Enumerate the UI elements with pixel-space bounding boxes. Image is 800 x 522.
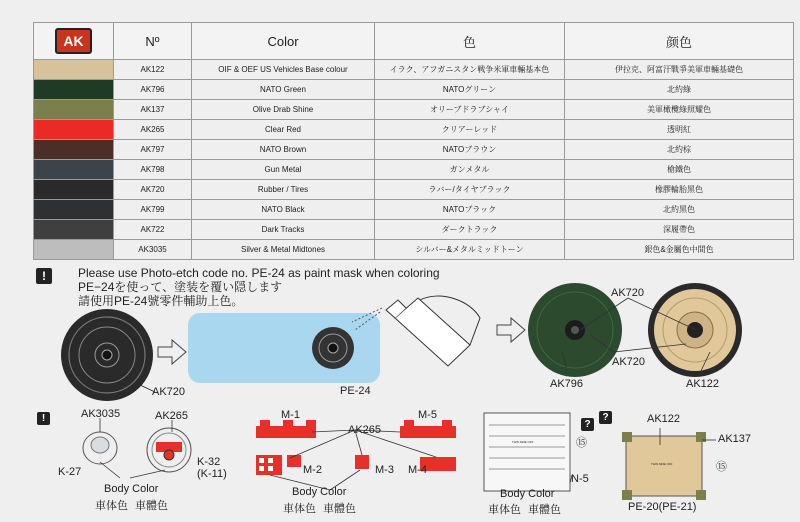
ak-logo: AK — [55, 28, 91, 54]
paint-jp-cell: クリアーレッド — [375, 120, 565, 140]
paint-code-cell: AK722 — [114, 220, 192, 240]
paint-name-cell: Clear Red — [192, 120, 375, 140]
label-m4: M-4 — [408, 464, 427, 476]
paint-jp-cell: ラバー/タイヤブラック — [375, 180, 565, 200]
paint-name-cell: NATO Brown — [192, 140, 375, 160]
label-k11: (K-11) — [197, 468, 227, 480]
header-color: Color — [192, 23, 375, 60]
paint-code-cell: AK3035 — [114, 240, 192, 260]
circle-15-c: ⑮ — [576, 437, 587, 449]
masked-wheel — [312, 327, 354, 369]
question-icon-c: ? — [581, 418, 594, 431]
tire-wheel — [61, 309, 153, 401]
pe-20-plate — [622, 432, 706, 500]
tan-wheel — [648, 283, 742, 377]
label-ak720-wheel: AK720 — [152, 386, 186, 398]
paint-cn-cell: 銀色&金屬色中間色 — [565, 240, 794, 260]
label-ak720-mid: AK720 — [612, 356, 646, 368]
paint-cn-cell: 透明紅 — [565, 120, 794, 140]
body-color-cn-a: 車體色 — [135, 500, 168, 512]
label-ak3035: AK3035 — [81, 408, 121, 420]
paint-cn-cell: 深履帶色 — [565, 220, 794, 240]
label-ak122-d: AK122 — [647, 413, 681, 425]
paint-name-cell: OIF & OEF US Vehicles Base colour — [192, 60, 375, 80]
body-color-en-b: Body Color — [292, 486, 347, 498]
paint-code-cell: AK797 — [114, 140, 192, 160]
paint-jp-cell: NATOブラウン — [375, 140, 565, 160]
circle-15-d: ⑮ — [716, 461, 727, 473]
body-color-cn-b: 車體色 — [323, 503, 356, 515]
paint-name-cell: Rubber / Tires — [192, 180, 375, 200]
paint-jp-cell: NATOグリーン — [375, 80, 565, 100]
label-pe24: PE-24 — [340, 385, 371, 397]
label-m2: M-2 — [303, 464, 322, 476]
label-k32: K-32 — [197, 456, 221, 468]
wheel-hub-parts — [83, 428, 191, 472]
label-ak265-a: AK265 — [155, 410, 189, 422]
paint-jp-cell: ダークトラック — [375, 220, 565, 240]
note-cn: 請使用PE-24號零件輔助上色。 — [78, 294, 244, 308]
paint-code-cell: AK798 — [114, 160, 192, 180]
paint-code-cell: AK720 — [114, 180, 192, 200]
paint-cn-cell: 槍鐵色 — [565, 160, 794, 180]
green-wheel — [528, 283, 622, 377]
label-ak265-b: AK265 — [348, 424, 382, 436]
label-k27: K-27 — [58, 466, 82, 478]
paint-jp-cell: NATOブラック — [375, 200, 565, 220]
question-icon-d: ? — [599, 411, 612, 424]
header-cn: 颜色 — [565, 23, 794, 60]
vent-panel — [484, 413, 570, 491]
body-color-en-c: Body Color — [500, 488, 555, 500]
paint-name-cell: Gun Metal — [192, 160, 375, 180]
label-ak122: AK122 — [686, 378, 720, 390]
label-pe20: PE-20(PE-21) — [628, 501, 697, 513]
paint-jp-cell: シルバー&メタルミッドトーン — [375, 240, 565, 260]
paint-cn-cell: 北約黑色 — [565, 200, 794, 220]
this-side-off-d: THIS SIDE OFF — [651, 462, 673, 466]
note-jp: PE−24を使って、塗装を覆い隠します — [78, 280, 283, 294]
paint-jp-cell: ガンメタル — [375, 160, 565, 180]
paint-cn-cell: 美軍橄欖綠照耀色 — [565, 100, 794, 120]
body-color-jp-c: 車体色 — [488, 504, 521, 516]
body-color-cn-c: 車體色 — [528, 504, 561, 516]
paint-jp-cell: イラク、アフガニスタン戦争米軍車輛基本色 — [375, 60, 565, 80]
paint-name-cell: Dark Tracks — [192, 220, 375, 240]
paint-name-cell: Olive Drab Shine — [192, 100, 375, 120]
label-m3: M-3 — [375, 464, 394, 476]
paint-code-cell: AK122 — [114, 60, 192, 80]
header-jp: 色 — [375, 23, 565, 60]
label-ak720-top: AK720 — [611, 287, 645, 299]
paint-cn-cell: 北約綠 — [565, 80, 794, 100]
body-color-jp-b: 車体色 — [283, 503, 316, 515]
label-ak796: AK796 — [550, 378, 584, 390]
label-m5: M-5 — [418, 409, 437, 421]
body-color-en-a: Body Color — [104, 483, 159, 495]
attention-icon-small: ! — [37, 412, 50, 425]
paint-name-cell: NATO Black — [192, 200, 375, 220]
attention-icon: ! — [36, 268, 52, 284]
paint-cn-cell: 北約棕 — [565, 140, 794, 160]
paint-cn-cell: 橡膠輪胎黑色 — [565, 180, 794, 200]
label-ak137-d: AK137 — [718, 433, 752, 445]
this-side-off-c: THIS SIDE OFF — [512, 440, 534, 444]
header-no: Nº — [114, 23, 192, 60]
body-color-jp-a: 車体色 — [95, 500, 128, 512]
label-m1: M-1 — [281, 409, 300, 421]
paint-code-cell: AK799 — [114, 200, 192, 220]
paint-cn-cell: 伊拉克、阿富汗戰爭美軍車輛基礎色 — [565, 60, 794, 80]
paint-code-cell: AK137 — [114, 100, 192, 120]
paint-jp-cell: オリーブドラブシャイ — [375, 100, 565, 120]
label-n5: N-5 — [571, 473, 589, 485]
paint-code-cell: AK265 — [114, 120, 192, 140]
paint-name-cell: NATO Green — [192, 80, 375, 100]
note-en: Please use Photo-etch code no. PE-24 as paint mask when coloring — [78, 266, 440, 280]
paint-name-cell: Silver & Metal Midtones — [192, 240, 375, 260]
paint-code-cell: AK796 — [114, 80, 192, 100]
